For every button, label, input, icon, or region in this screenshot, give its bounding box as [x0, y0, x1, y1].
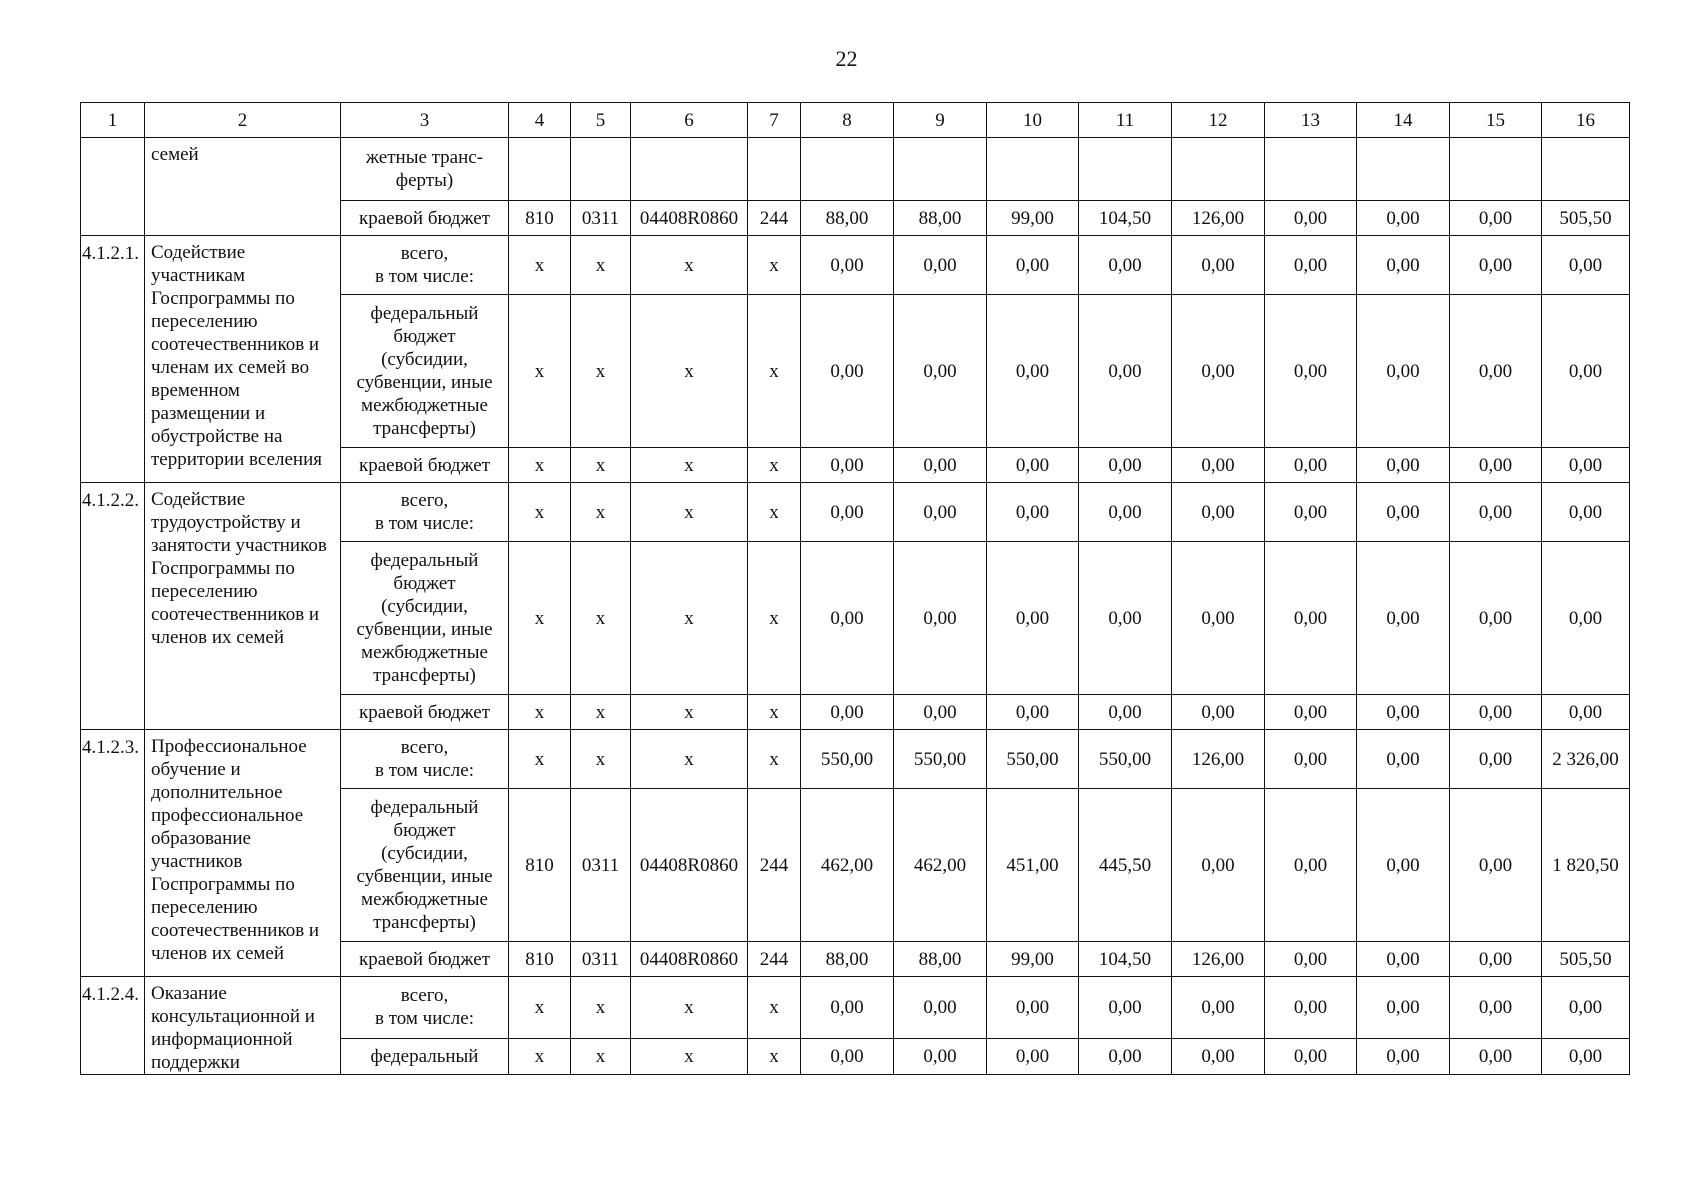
value-cell-col-12: 0,00 [1172, 295, 1265, 448]
value-cell-col-15: 0,00 [1450, 542, 1542, 695]
value-cell-col-15: 0,00 [1450, 201, 1542, 236]
value-cell-col-5: 0311 [571, 201, 631, 236]
value-cell-col-14: 0,00 [1357, 977, 1450, 1039]
value-cell-col-12: 0,00 [1172, 483, 1265, 542]
value-cell-col-7: x [748, 695, 801, 730]
value-cell-col-15: 0,00 [1450, 1038, 1542, 1075]
item-code: 4.1.2.1. [81, 236, 145, 483]
value-cell-col-16: 0,00 [1542, 295, 1630, 448]
value-cell-col-10: 550,00 [987, 730, 1079, 789]
value-cell-col-16: 0,00 [1542, 448, 1630, 483]
column-header-6: 6 [631, 103, 748, 138]
funding-source: краевой бюджет [341, 201, 509, 236]
funding-source: всего, в том числе: [341, 977, 509, 1039]
value-cell-col-8: 550,00 [801, 730, 894, 789]
value-cell-col-12: 126,00 [1172, 730, 1265, 789]
funding-source: краевой бюджет [341, 448, 509, 483]
item-name: семей [145, 138, 341, 236]
value-cell-col-5: 0311 [571, 942, 631, 977]
value-cell-col-8: 0,00 [801, 448, 894, 483]
funding-source: федеральный бюджет (субсидии, субвенции, иные межбюджетные трансферты) [341, 542, 509, 695]
item-name: Содействие участникам Госпрограммы по переселению соотечественников и членам их семей во временном размещении и обустройстве на территории вселения [145, 236, 341, 483]
value-cell-col-15: 0,00 [1450, 789, 1542, 942]
value-cell-col-14: 0,00 [1357, 942, 1450, 977]
value-cell-col-15: 0,00 [1450, 295, 1542, 448]
value-cell-col-7: x [748, 730, 801, 789]
value-cell-col-15: 0,00 [1450, 483, 1542, 542]
item-code: 4.1.2.3. [81, 730, 145, 977]
value-cell-col-16: 2 326,00 [1542, 730, 1630, 789]
table-row [81, 138, 1630, 201]
value-cell-col-9: 0,00 [894, 1038, 987, 1075]
value-cell-col-15: 0,00 [1450, 977, 1542, 1039]
value-cell-col-10: 0,00 [987, 542, 1079, 695]
value-cell-col-7 [748, 138, 801, 201]
value-cell-col-16: 505,50 [1542, 201, 1630, 236]
value-cell-col-8: 88,00 [801, 201, 894, 236]
value-cell-col-16: 0,00 [1542, 236, 1630, 295]
value-cell-col-5: x [571, 295, 631, 448]
value-cell-col-7: x [748, 448, 801, 483]
column-header-13: 13 [1265, 103, 1357, 138]
column-header-3: 3 [341, 103, 509, 138]
value-cell-col-10: 0,00 [987, 448, 1079, 483]
value-cell-col-14: 0,00 [1357, 730, 1450, 789]
value-cell-col-4: 810 [509, 201, 571, 236]
column-header-9: 9 [894, 103, 987, 138]
value-cell-col-10: 0,00 [987, 483, 1079, 542]
funding-source: федеральный бюджет (субсидии, субвенции, иные межбюджетные трансферты) [341, 295, 509, 448]
value-cell-col-9: 88,00 [894, 942, 987, 977]
value-cell-col-11 [1079, 138, 1172, 201]
column-header-15: 15 [1450, 103, 1542, 138]
value-cell-col-10: 0,00 [987, 977, 1079, 1039]
value-cell-col-6: x [631, 236, 748, 295]
value-cell-col-8: 0,00 [801, 542, 894, 695]
value-cell-col-13: 0,00 [1265, 1038, 1357, 1075]
value-cell-col-14: 0,00 [1357, 542, 1450, 695]
funding-source: федеральный [341, 1038, 509, 1075]
value-cell-col-9: 0,00 [894, 977, 987, 1039]
table-header-row [81, 103, 1630, 138]
value-cell-col-13: 0,00 [1265, 236, 1357, 295]
value-cell-col-16 [1542, 138, 1630, 201]
value-cell-col-11: 0,00 [1079, 1038, 1172, 1075]
value-cell-col-16: 0,00 [1542, 1038, 1630, 1075]
value-cell-col-15: 0,00 [1450, 448, 1542, 483]
value-cell-col-6 [631, 138, 748, 201]
value-cell-col-6: x [631, 730, 748, 789]
value-cell-col-4: x [509, 1038, 571, 1075]
column-header-11: 11 [1079, 103, 1172, 138]
column-header-14: 14 [1357, 103, 1450, 138]
value-cell-col-9: 550,00 [894, 730, 987, 789]
value-cell-col-6: x [631, 1038, 748, 1075]
item-name: Содействие трудоустройству и занятости участников Госпрограммы по переселению соотечественников и членов их семей [145, 483, 341, 730]
value-cell-col-6: 04408R0860 [631, 789, 748, 942]
value-cell-col-8: 0,00 [801, 295, 894, 448]
value-cell-col-11: 104,50 [1079, 942, 1172, 977]
value-cell-col-16: 0,00 [1542, 695, 1630, 730]
table-row [81, 730, 1630, 789]
value-cell-col-4: x [509, 730, 571, 789]
value-cell-col-4: x [509, 483, 571, 542]
value-cell-col-13: 0,00 [1265, 542, 1357, 695]
item-name: Профессиональное обучение и дополнительное профессиональное образование участников Госпрограммы по переселению соотечественников и членов их семей [145, 730, 341, 977]
value-cell-col-14: 0,00 [1357, 201, 1450, 236]
value-cell-col-10: 99,00 [987, 201, 1079, 236]
column-header-4: 4 [509, 103, 571, 138]
value-cell-col-4: x [509, 448, 571, 483]
table-row [81, 236, 1630, 295]
column-header-5: 5 [571, 103, 631, 138]
funding-source: краевой бюджет [341, 695, 509, 730]
value-cell-col-16: 0,00 [1542, 483, 1630, 542]
value-cell-col-11: 0,00 [1079, 695, 1172, 730]
column-header-12: 12 [1172, 103, 1265, 138]
value-cell-col-16: 0,00 [1542, 977, 1630, 1039]
value-cell-col-12: 0,00 [1172, 542, 1265, 695]
value-cell-col-4: x [509, 977, 571, 1039]
value-cell-col-9: 88,00 [894, 201, 987, 236]
value-cell-col-6: 04408R0860 [631, 201, 748, 236]
value-cell-col-11: 0,00 [1079, 236, 1172, 295]
value-cell-col-14 [1357, 138, 1450, 201]
value-cell-col-9: 462,00 [894, 789, 987, 942]
value-cell-col-9: 0,00 [894, 483, 987, 542]
column-header-10: 10 [987, 103, 1079, 138]
funding-source: всего, в том числе: [341, 730, 509, 789]
value-cell-col-15: 0,00 [1450, 942, 1542, 977]
value-cell-col-7: x [748, 236, 801, 295]
value-cell-col-14: 0,00 [1357, 236, 1450, 295]
value-cell-col-4: x [509, 695, 571, 730]
value-cell-col-14: 0,00 [1357, 695, 1450, 730]
funding-source: всего, в том числе: [341, 236, 509, 295]
item-code: 4.1.2.4. [81, 977, 145, 1075]
item-name: Оказание консультационной и информационной поддержки [145, 977, 341, 1075]
value-cell-col-8: 462,00 [801, 789, 894, 942]
value-cell-col-15 [1450, 138, 1542, 201]
value-cell-col-11: 445,50 [1079, 789, 1172, 942]
value-cell-col-5: x [571, 448, 631, 483]
value-cell-col-12: 0,00 [1172, 236, 1265, 295]
value-cell-col-6: x [631, 295, 748, 448]
value-cell-col-12: 126,00 [1172, 942, 1265, 977]
value-cell-col-12: 0,00 [1172, 977, 1265, 1039]
value-cell-col-5: x [571, 236, 631, 295]
value-cell-col-13: 0,00 [1265, 448, 1357, 483]
value-cell-col-12 [1172, 138, 1265, 201]
value-cell-col-14: 0,00 [1357, 789, 1450, 942]
value-cell-col-6: 04408R0860 [631, 942, 748, 977]
value-cell-col-5: x [571, 695, 631, 730]
column-header-8: 8 [801, 103, 894, 138]
value-cell-col-4: x [509, 236, 571, 295]
value-cell-col-10: 0,00 [987, 236, 1079, 295]
value-cell-col-16: 1 820,50 [1542, 789, 1630, 942]
value-cell-col-6: x [631, 448, 748, 483]
value-cell-col-8: 0,00 [801, 483, 894, 542]
value-cell-col-13: 0,00 [1265, 295, 1357, 448]
value-cell-col-14: 0,00 [1357, 295, 1450, 448]
table-row [81, 977, 1630, 1039]
value-cell-col-6: x [631, 542, 748, 695]
funding-source: всего, в том числе: [341, 483, 509, 542]
value-cell-col-16: 0,00 [1542, 542, 1630, 695]
value-cell-col-9: 0,00 [894, 448, 987, 483]
value-cell-col-9: 0,00 [894, 542, 987, 695]
page-number: 22 [835, 46, 858, 71]
value-cell-col-7: 244 [748, 942, 801, 977]
value-cell-col-7: 244 [748, 201, 801, 236]
value-cell-col-7: x [748, 483, 801, 542]
value-cell-col-9: 0,00 [894, 236, 987, 295]
value-cell-col-12: 126,00 [1172, 201, 1265, 236]
value-cell-col-13 [1265, 138, 1357, 201]
value-cell-col-7: x [748, 542, 801, 695]
value-cell-col-6: x [631, 483, 748, 542]
value-cell-col-9: 0,00 [894, 295, 987, 448]
value-cell-col-8: 88,00 [801, 942, 894, 977]
value-cell-col-13: 0,00 [1265, 789, 1357, 942]
value-cell-col-5: x [571, 1038, 631, 1075]
value-cell-col-15: 0,00 [1450, 236, 1542, 295]
value-cell-col-11: 550,00 [1079, 730, 1172, 789]
value-cell-col-5: x [571, 483, 631, 542]
value-cell-col-7: x [748, 1038, 801, 1075]
value-cell-col-13: 0,00 [1265, 483, 1357, 542]
value-cell-col-11: 0,00 [1079, 542, 1172, 695]
value-cell-col-13: 0,00 [1265, 201, 1357, 236]
column-header-16: 16 [1542, 103, 1630, 138]
value-cell-col-11: 0,00 [1079, 295, 1172, 448]
value-cell-col-8: 0,00 [801, 1038, 894, 1075]
budget-table [80, 102, 1630, 1075]
value-cell-col-12: 0,00 [1172, 789, 1265, 942]
value-cell-col-12: 0,00 [1172, 448, 1265, 483]
value-cell-col-6: x [631, 695, 748, 730]
value-cell-col-4 [509, 138, 571, 201]
value-cell-col-10 [987, 138, 1079, 201]
value-cell-col-13: 0,00 [1265, 977, 1357, 1039]
value-cell-col-8: 0,00 [801, 695, 894, 730]
column-header-7: 7 [748, 103, 801, 138]
value-cell-col-15: 0,00 [1450, 730, 1542, 789]
value-cell-col-9 [894, 138, 987, 201]
value-cell-col-6: x [631, 977, 748, 1039]
value-cell-col-8: 0,00 [801, 236, 894, 295]
funding-source: жетные транс- ферты) [341, 138, 509, 201]
value-cell-col-12: 0,00 [1172, 1038, 1265, 1075]
item-code [81, 138, 145, 236]
value-cell-col-14: 0,00 [1357, 483, 1450, 542]
value-cell-col-10: 0,00 [987, 1038, 1079, 1075]
value-cell-col-11: 0,00 [1079, 448, 1172, 483]
funding-source: краевой бюджет [341, 942, 509, 977]
value-cell-col-8 [801, 138, 894, 201]
column-header-1: 1 [81, 103, 145, 138]
value-cell-col-15: 0,00 [1450, 695, 1542, 730]
value-cell-col-8: 0,00 [801, 977, 894, 1039]
value-cell-col-10: 99,00 [987, 942, 1079, 977]
value-cell-col-5: x [571, 542, 631, 695]
value-cell-col-11: 104,50 [1079, 201, 1172, 236]
value-cell-col-4: 810 [509, 789, 571, 942]
value-cell-col-11: 0,00 [1079, 977, 1172, 1039]
value-cell-col-14: 0,00 [1357, 1038, 1450, 1075]
value-cell-col-5 [571, 138, 631, 201]
value-cell-col-5: x [571, 730, 631, 789]
value-cell-col-7: x [748, 295, 801, 448]
value-cell-col-13: 0,00 [1265, 942, 1357, 977]
value-cell-col-13: 0,00 [1265, 695, 1357, 730]
value-cell-col-7: 244 [748, 789, 801, 942]
value-cell-col-4: x [509, 542, 571, 695]
value-cell-col-12: 0,00 [1172, 695, 1265, 730]
value-cell-col-10: 0,00 [987, 695, 1079, 730]
value-cell-col-11: 0,00 [1079, 483, 1172, 542]
table-row [81, 483, 1630, 542]
value-cell-col-4: 810 [509, 942, 571, 977]
value-cell-col-10: 451,00 [987, 789, 1079, 942]
value-cell-col-4: x [509, 295, 571, 448]
value-cell-col-16: 505,50 [1542, 942, 1630, 977]
value-cell-col-5: x [571, 977, 631, 1039]
value-cell-col-5: 0311 [571, 789, 631, 942]
item-code: 4.1.2.2. [81, 483, 145, 730]
value-cell-col-13: 0,00 [1265, 730, 1357, 789]
value-cell-col-10: 0,00 [987, 295, 1079, 448]
value-cell-col-14: 0,00 [1357, 448, 1450, 483]
value-cell-col-7: x [748, 977, 801, 1039]
value-cell-col-9: 0,00 [894, 695, 987, 730]
funding-source: федеральный бюджет (субсидии, субвенции, иные межбюджетные трансферты) [341, 789, 509, 942]
column-header-2: 2 [145, 103, 341, 138]
